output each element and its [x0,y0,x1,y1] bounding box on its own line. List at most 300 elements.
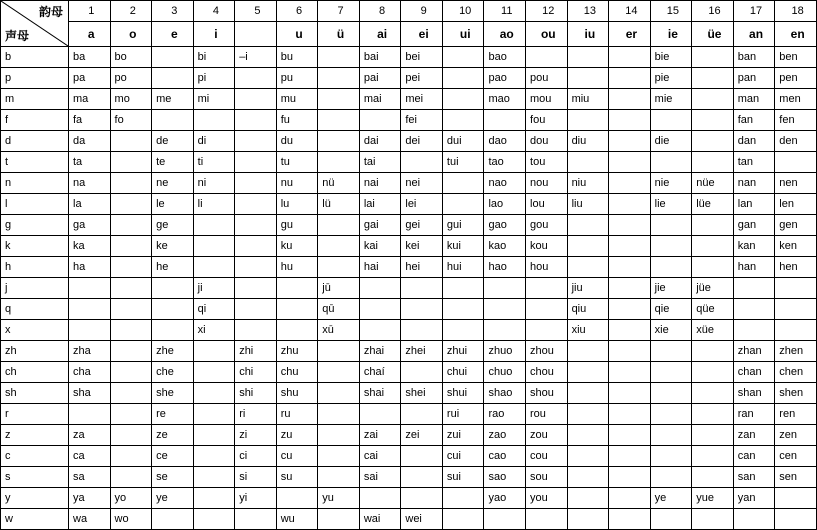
syllable-cell: zan [733,425,775,446]
syllable-cell: chuo [484,362,526,383]
syllable-cell: ze [152,425,194,446]
syllable-cell: pou [526,68,568,89]
syllable-cell: ta [69,152,111,173]
syllable-cell: yan [733,488,775,509]
syllable-cell [442,320,484,341]
final-header: ui [442,22,484,47]
syllable-cell: zhu [276,341,318,362]
initial-header: q [1,299,69,320]
syllable-cell [650,257,692,278]
syllable-cell: cao [484,446,526,467]
syllable-cell [775,509,817,530]
syllable-cell: xüe [692,320,734,341]
syllable-cell: gui [442,215,484,236]
syllable-cell: jū [318,278,360,299]
initial-header: j [1,278,69,299]
final-header: o [110,22,152,47]
table-row [1,257,817,278]
syllable-cell: can [733,446,775,467]
syllable-cell [318,362,360,383]
syllable-cell [110,320,152,341]
syllable-cell: zhui [442,341,484,362]
syllable-cell [110,383,152,404]
table-row [1,152,817,173]
syllable-cell: ha [69,257,111,278]
syllable-cell: sui [442,467,484,488]
syllable-cell: lan [733,194,775,215]
syllable-cell: pie [650,68,692,89]
syllable-cell: ye [650,488,692,509]
syllable-cell: you [526,488,568,509]
syllable-cell: ba [69,47,111,68]
syllable-cell: le [152,194,194,215]
syllable-cell: ke [152,236,194,257]
syllable-cell [692,257,734,278]
syllable-cell: shi [235,383,277,404]
final-header [235,22,277,47]
syllable-cell [442,68,484,89]
syllable-cell: fan [733,110,775,131]
syllable-cell: hen [775,257,817,278]
syllable-cell: cui [442,446,484,467]
syllable-cell: gao [484,215,526,236]
syllable-cell [609,278,651,299]
syllable-cell: ren [775,404,817,425]
syllable-cell: pan [733,68,775,89]
syllable-cell: hei [401,257,443,278]
syllable-cell [318,152,360,173]
syllable-cell [401,404,443,425]
syllable-cell: nen [775,173,817,194]
syllable-cell: mo [110,89,152,110]
syllable-cell: se [152,467,194,488]
syllable-cell [152,299,194,320]
syllable-cell [733,320,775,341]
syllable-cell: han [733,257,775,278]
syllable-cell [650,404,692,425]
syllable-cell [692,404,734,425]
syllable-cell [609,47,651,68]
syllable-cell: she [152,383,194,404]
syllable-cell [692,152,734,173]
syllable-cell [484,299,526,320]
syllable-cell [692,89,734,110]
syllable-cell: ti [193,152,235,173]
syllable-cell [609,509,651,530]
syllable-cell: zen [775,425,817,446]
syllable-cell: tao [484,152,526,173]
syllable-cell [442,89,484,110]
syllable-cell: dai [359,131,401,152]
syllable-cell: cai [359,446,401,467]
syllable-cell [692,446,734,467]
syllable-cell: ku [276,236,318,257]
initial-header: n [1,173,69,194]
column-number: 9 [401,1,443,22]
syllable-cell [318,383,360,404]
syllable-cell: rou [526,404,568,425]
final-header: ao [484,22,526,47]
syllable-cell [235,173,277,194]
syllable-cell [235,257,277,278]
syllable-cell: zhei [401,341,443,362]
syllable-cell: qiu [567,299,609,320]
syllable-cell [692,341,734,362]
table-row [1,404,817,425]
final-header: ei [401,22,443,47]
syllable-cell [526,47,568,68]
syllable-cell: pen [775,68,817,89]
syllable-cell: dui [442,131,484,152]
syllable-cell: tai [359,152,401,173]
syllable-cell: mou [526,89,568,110]
column-number: 12 [526,1,568,22]
final-header: ü [318,22,360,47]
syllable-cell: jüe [692,278,734,299]
syllable-cell: zhuo [484,341,526,362]
syllable-cell [110,467,152,488]
syllable-cell: wu [276,509,318,530]
syllable-cell [484,278,526,299]
syllable-cell [609,299,651,320]
syllable-cell: dou [526,131,568,152]
table-row [1,47,817,68]
syllable-cell [193,362,235,383]
syllable-cell [733,278,775,299]
syllable-cell [276,299,318,320]
syllable-cell [567,404,609,425]
syllable-cell [692,68,734,89]
syllable-cell [733,509,775,530]
syllable-cell [318,257,360,278]
syllable-cell: chi [235,362,277,383]
syllable-cell: ge [152,215,194,236]
syllable-cell [567,425,609,446]
syllable-cell: gan [733,215,775,236]
syllable-cell [567,215,609,236]
syllable-cell: wo [110,509,152,530]
syllable-cell: qie [650,299,692,320]
syllable-cell: shai [359,383,401,404]
syllable-cell [152,320,194,341]
syllable-cell: bao [484,47,526,68]
initial-header: w [1,509,69,530]
syllable-cell: di [193,131,235,152]
syllable-cell: fei [401,110,443,131]
syllable-cell: fo [110,110,152,131]
syllable-cell [110,131,152,152]
syllable-cell: tan [733,152,775,173]
syllable-cell: nüe [692,173,734,194]
syllable-cell [650,110,692,131]
syllable-cell [110,446,152,467]
column-number: 18 [775,1,817,22]
syllable-cell [609,152,651,173]
syllable-cell [526,299,568,320]
syllable-cell [276,488,318,509]
syllable-cell [318,68,360,89]
table-row [1,383,817,404]
column-number: 13 [567,1,609,22]
syllable-cell [442,173,484,194]
syllable-cell: mao [484,89,526,110]
syllable-cell: rui [442,404,484,425]
final-header: a [69,22,111,47]
syllable-cell: pa [69,68,111,89]
initial-header: c [1,446,69,467]
syllable-cell [193,467,235,488]
syllable-cell [193,488,235,509]
column-number: 14 [609,1,651,22]
syllable-cell: hou [526,257,568,278]
syllable-cell [318,467,360,488]
syllable-cell [526,278,568,299]
syllable-cell: xie [650,320,692,341]
syllable-cell [692,383,734,404]
column-number: 15 [650,1,692,22]
syllable-cell: diu [567,131,609,152]
syllable-cell [193,446,235,467]
syllable-cell [193,110,235,131]
column-number: 16 [692,1,734,22]
syllable-cell [567,383,609,404]
table-row [1,488,817,509]
syllable-cell: pei [401,68,443,89]
syllable-cell [650,383,692,404]
syllable-cell [110,341,152,362]
syllable-cell [609,257,651,278]
syllable-cell: su [276,467,318,488]
syllable-cell [484,110,526,131]
finals-axis-label: 韵母 [38,5,63,19]
syllable-cell [359,320,401,341]
initial-header: zh [1,341,69,362]
syllable-cell: bai [359,47,401,68]
syllable-cell [609,110,651,131]
table-row [1,362,817,383]
syllable-cell [276,320,318,341]
syllable-cell [401,320,443,341]
table-row [1,110,817,131]
syllable-cell [235,215,277,236]
syllable-cell: –i [235,47,277,68]
syllable-cell [235,320,277,341]
syllable-cell: che [152,362,194,383]
table-row [1,68,817,89]
syllable-cell: chen [775,362,817,383]
column-number: 1 [69,1,111,22]
syllable-cell [442,110,484,131]
syllable-cell: ca [69,446,111,467]
syllable-cell [318,404,360,425]
syllable-cell: chan [733,362,775,383]
syllable-cell: mie [650,89,692,110]
syllable-cell: xiu [567,320,609,341]
syllable-cell: bei [401,47,443,68]
syllable-cell: po [110,68,152,89]
syllable-cell [401,299,443,320]
finals-header-row [1,22,817,47]
table-row [1,236,817,257]
syllable-cell [193,425,235,446]
syllable-cell: gou [526,215,568,236]
syllable-cell: ri [235,404,277,425]
syllable-cell: pu [276,68,318,89]
syllable-cell: re [152,404,194,425]
syllable-cell: shei [401,383,443,404]
initial-header: m [1,89,69,110]
syllable-cell: dao [484,131,526,152]
syllable-cell: cou [526,446,568,467]
syllable-cell [318,341,360,362]
syllable-cell: nou [526,173,568,194]
syllable-cell: li [193,194,235,215]
syllable-cell [650,467,692,488]
syllable-cell: hai [359,257,401,278]
initial-header: t [1,152,69,173]
syllable-cell [318,131,360,152]
syllable-cell: yue [692,488,734,509]
syllable-cell [235,152,277,173]
syllable-cell [442,488,484,509]
syllable-cell: lei [401,194,443,215]
syllable-cell [318,47,360,68]
syllable-cell [69,404,111,425]
syllable-cell: te [152,152,194,173]
syllable-cell: zha [69,341,111,362]
syllable-cell [401,446,443,467]
syllable-cell [152,47,194,68]
table-row [1,89,817,110]
syllable-cell: cen [775,446,817,467]
table-row [1,278,817,299]
syllable-cell: yu [318,488,360,509]
syllable-cell: qi [193,299,235,320]
syllable-cell [110,404,152,425]
syllable-cell: fou [526,110,568,131]
syllable-cell: den [775,131,817,152]
syllable-cell [235,278,277,299]
syllable-cell [775,278,817,299]
syllable-cell: cu [276,446,318,467]
syllable-cell: yo [110,488,152,509]
syllable-cell [567,110,609,131]
table-row [1,509,817,530]
syllable-cell: hu [276,257,318,278]
syllable-cell: si [235,467,277,488]
syllable-cell [567,68,609,89]
initial-header: x [1,320,69,341]
syllable-cell: sha [69,383,111,404]
initial-header: z [1,425,69,446]
syllable-cell: me [152,89,194,110]
syllable-cell: sai [359,467,401,488]
syllable-cell: na [69,173,111,194]
syllable-cell [69,320,111,341]
table-row [1,194,817,215]
syllable-cell [650,446,692,467]
syllable-cell: pao [484,68,526,89]
syllable-cell [359,299,401,320]
syllable-cell: nan [733,173,775,194]
syllable-cell [484,509,526,530]
syllable-cell [692,215,734,236]
syllable-cell: shao [484,383,526,404]
syllable-cell: liu [567,194,609,215]
syllable-cell: lu [276,194,318,215]
initial-header: h [1,257,69,278]
column-number: 2 [110,1,152,22]
syllable-cell: cha [69,362,111,383]
syllable-cell [609,425,651,446]
final-header: u [276,22,318,47]
pinyin-table-body [1,1,817,530]
column-number: 6 [276,1,318,22]
final-header: iu [567,22,609,47]
syllable-cell [193,215,235,236]
syllable-cell: ye [152,488,194,509]
syllable-cell [235,89,277,110]
syllable-cell [567,341,609,362]
syllable-cell [609,383,651,404]
syllable-cell [276,278,318,299]
syllable-cell: pi [193,68,235,89]
syllable-cell [110,425,152,446]
syllable-cell: shou [526,383,568,404]
syllable-cell: la [69,194,111,215]
column-number: 3 [152,1,194,22]
syllable-cell [110,362,152,383]
syllable-cell [609,341,651,362]
syllable-cell [567,257,609,278]
syllable-cell [401,362,443,383]
syllable-cell [318,425,360,446]
syllable-cell: ga [69,215,111,236]
syllable-cell: nu [276,173,318,194]
syllable-cell [110,257,152,278]
syllable-cell: zui [442,425,484,446]
syllable-cell [318,215,360,236]
syllable-cell: zhe [152,341,194,362]
syllable-cell: mei [401,89,443,110]
table-row [1,299,817,320]
syllable-cell: sao [484,467,526,488]
syllable-cell [152,278,194,299]
syllable-cell [110,236,152,257]
syllable-cell: zao [484,425,526,446]
syllable-cell: hao [484,257,526,278]
syllable-cell [235,68,277,89]
syllable-cell [650,362,692,383]
final-header: en [775,22,817,47]
syllable-cell: qüe [692,299,734,320]
syllable-cell: zhou [526,341,568,362]
syllable-cell: pai [359,68,401,89]
syllable-cell [152,110,194,131]
syllable-cell: zi [235,425,277,446]
syllable-cell: chu [276,362,318,383]
column-number: 7 [318,1,360,22]
syllable-cell [69,278,111,299]
syllable-cell [110,194,152,215]
syllable-cell: jie [650,278,692,299]
syllable-cell: chou [526,362,568,383]
syllable-cell: kui [442,236,484,257]
column-number: 8 [359,1,401,22]
syllable-cell: wai [359,509,401,530]
syllable-cell [609,89,651,110]
syllable-cell: yao [484,488,526,509]
